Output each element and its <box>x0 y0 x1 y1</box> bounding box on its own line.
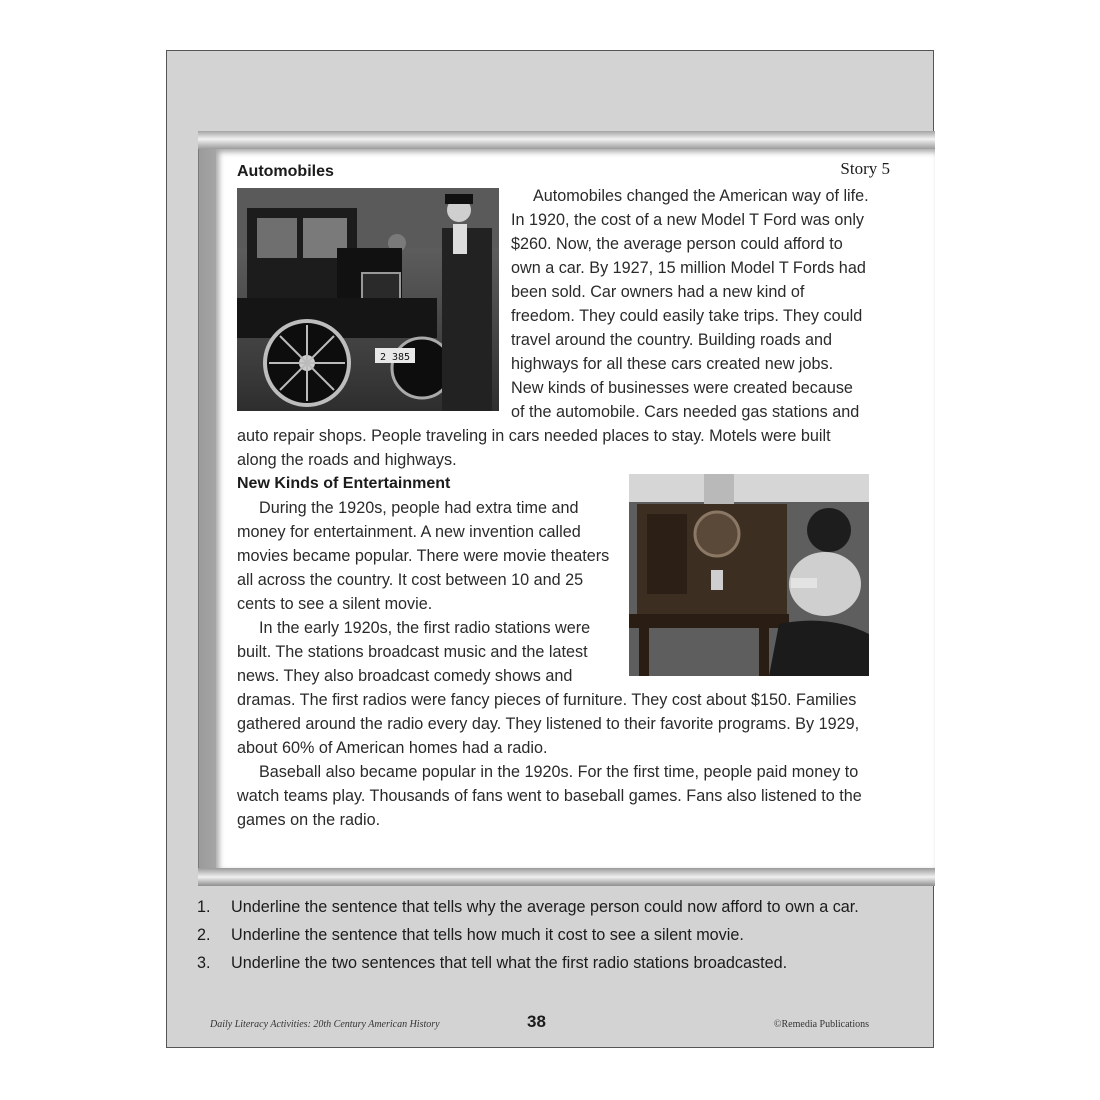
question-item <box>197 953 887 974</box>
page-footer <box>167 1011 933 1035</box>
question-text: Underline the sentence that tells how much it cost to see a silent movie. <box>231 926 744 944</box>
question-text: Underline the sentence that tells why the average person could now afford to own a car. <box>231 898 859 916</box>
book-title: Daily Literacy Activities: 20th Century American History <box>210 1019 440 1030</box>
question-number: 3. <box>197 954 211 972</box>
worksheet-page <box>166 50 934 1048</box>
question-item <box>197 897 887 918</box>
story-body <box>237 184 869 832</box>
question-number: 2. <box>197 926 211 944</box>
question-item <box>197 925 887 946</box>
publisher: ©Remedia Publications <box>773 1019 869 1030</box>
paragraph-movies: During the 1920s, people had extra time and money for entertainment. A new invention called movies became popular. There were movie theaters all across the country. It cost between 10 and 25 cents to see a silent movie. <box>237 499 610 613</box>
question-number: 1. <box>197 898 211 916</box>
story-frame <box>198 131 935 886</box>
paragraph-baseball: Baseball also became popular in the 1920s. For the first time, people paid money to watch teams play. Thousands of fans went to baseball games. Fans also listened to the games on the radio. <box>237 763 862 829</box>
radio-woman-photo <box>629 474 869 676</box>
model-t-ford-photo <box>237 188 499 411</box>
license-plate: 2 385 <box>379 352 411 363</box>
paragraph-radio: In the early 1920s, the first radio stations were built. The stations broadcast music and the latest news. They also broadcast comedy shows and dramas. The first radios were fancy pieces of furniture. They cost about $150. Families gathered around the radio every day. They listened to their favorite programs. By 1929, about 60% of American homes had a radio. <box>237 619 860 757</box>
question-list <box>197 897 887 981</box>
story-title: Automobiles <box>237 163 334 180</box>
paragraph-automobiles: Automobiles changed the American way of life. In 1920, the cost of a new Model T Ford was only $260. Now, the average person could afford to own a car. By 1927, 15 million Model T Fords had been sold. Car owners had a new kind of freedom. They could easily take trips. They could travel around the country. Building roads and highways for all these cars created new jobs. New kinds of businesses were created because of the automobile. Cars needed gas stations and auto repair shops. People traveling in cars needed places to stay. Motels were built along the roads and highways. <box>237 187 869 469</box>
subheading-entertainment: New Kinds of Entertainment <box>237 475 451 492</box>
story-number: Story 5 <box>840 159 890 178</box>
page-number: 38 <box>527 1012 546 1031</box>
question-text: Underline the two sentences that tell what the first radio stations broadcasted. <box>231 954 788 972</box>
story-panel <box>216 149 935 868</box>
